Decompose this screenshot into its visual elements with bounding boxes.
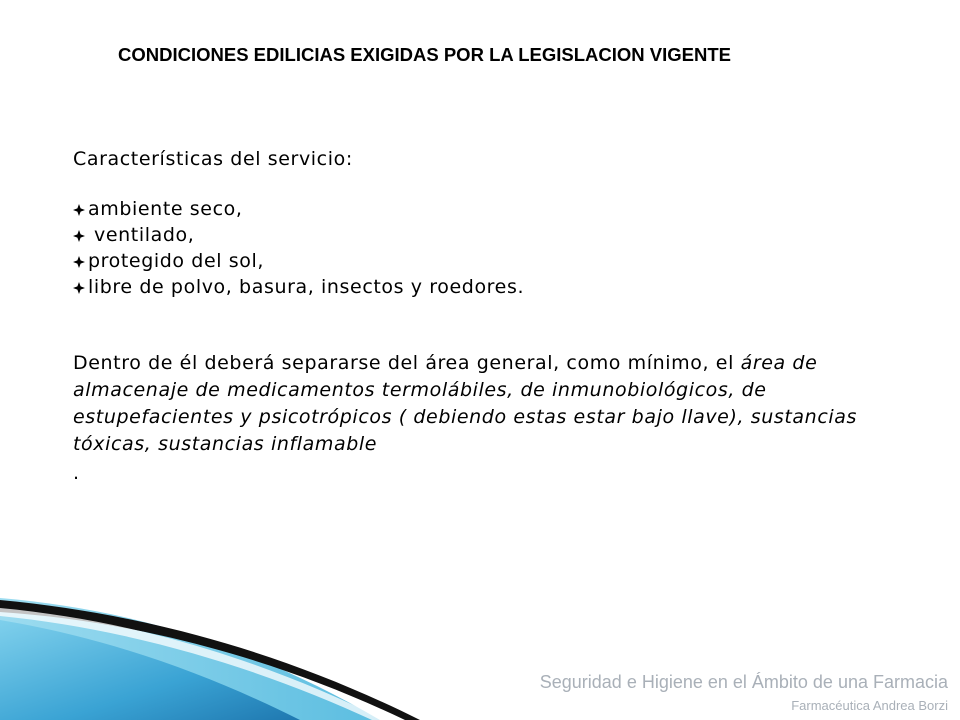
list-item [73, 196, 913, 222]
bullet-list [73, 196, 913, 300]
slide-title: CONDICIONES EDILICIAS EXIGIDAS POR LA LEGISLACION VIGENTE [118, 44, 731, 65]
bullet-text: ambiente seco, [88, 198, 243, 220]
list-item [73, 222, 913, 248]
diamond-bullet-icon [73, 256, 85, 268]
trailing-period: . [73, 462, 80, 484]
diamond-bullet-icon [73, 282, 85, 294]
bullet-text: protegido del sol, [88, 250, 264, 272]
body-paragraph [73, 350, 913, 458]
bullet-text: libre de polvo, basura, insectos y roedores. [88, 276, 525, 298]
slide-body [73, 146, 913, 486]
diamond-bullet-icon [73, 230, 85, 242]
bullet-text: ventilado, [94, 224, 195, 246]
list-item [73, 248, 913, 274]
paragraph-plain-text: Dentro de él deberá separarse del área general, como mínimo, el [73, 352, 741, 374]
paragraph-italic-text: área de almacenaje de medicamentos termolábiles, de inmunobiológicos, de estupefacientes y psicotrópicos ( debiendo estas estar bajo llave), sustancias tóxicas, sustancias inflamable [73, 352, 857, 455]
intro-line: Características del servicio: [73, 148, 353, 170]
diamond-bullet-icon [73, 204, 85, 216]
footer-title: Seguridad e Higiene en el Ámbito de una Farmacia [539, 672, 948, 692]
footer-author: Farmacéutica Andrea Borzi [791, 698, 948, 713]
list-item [73, 274, 913, 300]
